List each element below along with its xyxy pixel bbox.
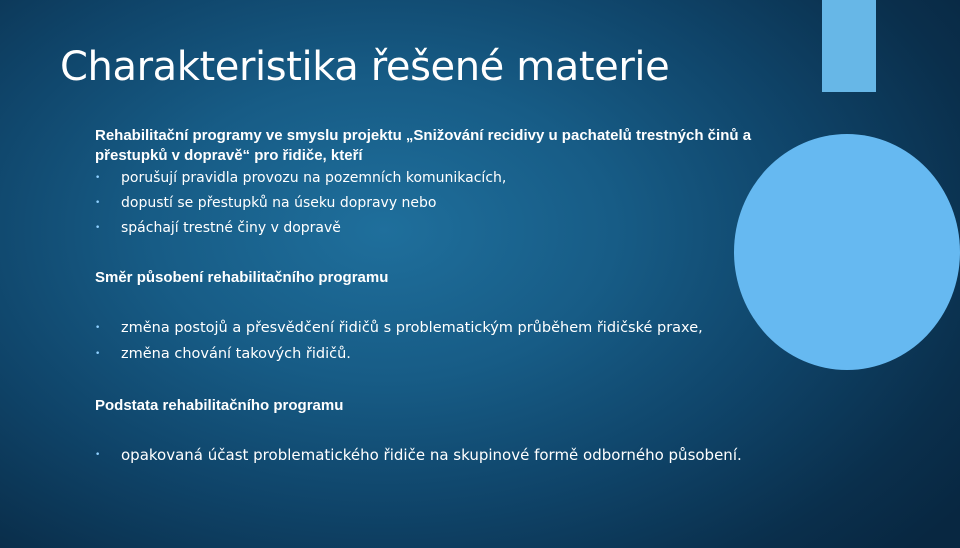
bullet-icon: • bbox=[95, 223, 101, 233]
section-1-list bbox=[95, 168, 506, 243]
bullet-icon: • bbox=[95, 323, 101, 333]
slide-title: Charakteristika řešené materie bbox=[60, 44, 670, 90]
list-item: • opakovaná účast problematického řidiče na skupinové formě odborného působení. bbox=[95, 446, 742, 464]
section-3-list bbox=[95, 445, 742, 465]
list-item: • dopustí se přestupků na úseku dopravy nebo bbox=[95, 195, 437, 211]
list-item: • spáchají trestné činy v dopravě bbox=[95, 220, 341, 236]
section-2-list bbox=[95, 318, 703, 370]
bullet-icon: • bbox=[95, 173, 101, 183]
section-2-heading: Směr působení rehabilitačního programu bbox=[95, 269, 389, 286]
bullet-icon: • bbox=[95, 349, 101, 359]
section-3 bbox=[95, 396, 795, 416]
section-1-heading: Rehabilitační programy ve smyslu projektu „Snižování recidivy u pachatelů trestných činů a přestupků v dopravě“ pro řidiče, kteří bbox=[95, 127, 752, 164]
section-2 bbox=[95, 268, 795, 288]
decorative-circle bbox=[734, 134, 960, 370]
section-1 bbox=[95, 126, 795, 166]
section-3-heading: Podstata rehabilitačního programu bbox=[95, 397, 344, 414]
list-item: • změna chování takových řidičů. bbox=[95, 346, 351, 362]
bullet-icon: • bbox=[95, 198, 101, 208]
list-item: • změna postojů a přesvědčení řidičů s problematickým průběhem řidičské praxe, bbox=[95, 320, 703, 336]
list-item: • porušují pravidla provozu na pozemních komunikacích, bbox=[95, 170, 507, 186]
accent-bar bbox=[822, 0, 876, 92]
bullet-icon: • bbox=[95, 450, 101, 460]
